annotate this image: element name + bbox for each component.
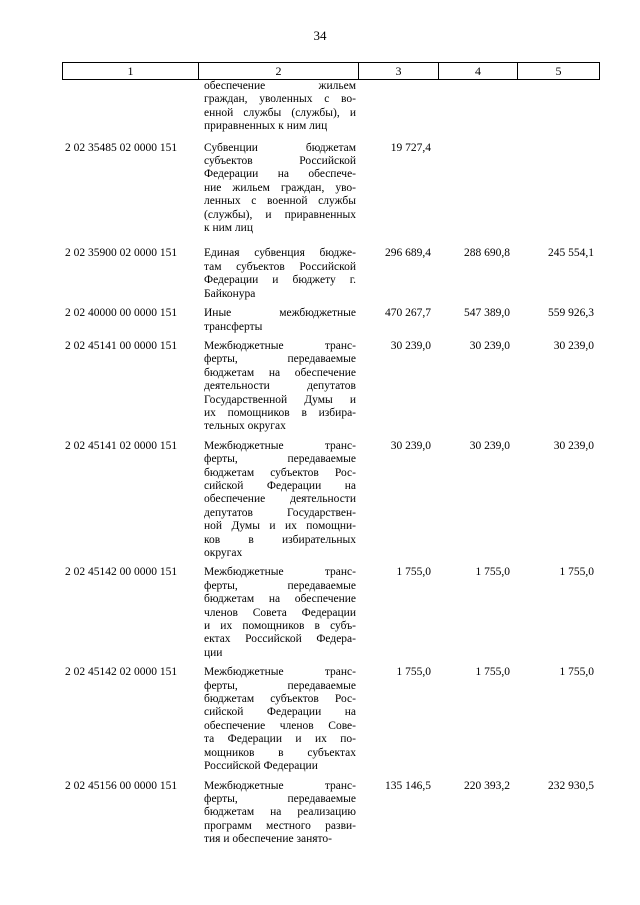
item-name-line: та Федерации и их по- bbox=[204, 733, 356, 746]
budget-code: 2 02 45141 02 0000 151 bbox=[65, 439, 178, 452]
value-col-5: 559 926,3 bbox=[548, 307, 594, 320]
item-name-line: (службы), и приравненных bbox=[204, 208, 356, 221]
table-row bbox=[62, 142, 600, 236]
value-col-5 bbox=[517, 142, 600, 236]
table-row bbox=[62, 780, 600, 847]
item-name-line: Единая субвенция бюдже- bbox=[204, 247, 356, 260]
table-row bbox=[62, 666, 600, 773]
budget-code bbox=[62, 80, 198, 134]
value-col-4 bbox=[438, 142, 517, 236]
value-col-5: 30 239,0 bbox=[553, 439, 594, 452]
item-name bbox=[198, 142, 358, 236]
item-name-line: ектах Российской Федера- bbox=[204, 633, 356, 646]
column-header-5: 5 bbox=[555, 64, 562, 78]
item-name-line: ферты, передаваемые bbox=[204, 579, 356, 592]
item-name-line: мощников в субъектах bbox=[204, 746, 356, 759]
value-col-3: 135 146,5 bbox=[385, 779, 431, 792]
item-name-line: бюджетам на обеспечение bbox=[204, 593, 356, 606]
item-name-line: тельных округах bbox=[204, 420, 286, 433]
item-name-line: бюджетам на реализацию bbox=[204, 806, 356, 819]
item-name-line: ленных с военной службы bbox=[204, 195, 356, 208]
item-name-line: енной службы (службы), и bbox=[204, 106, 356, 119]
budget-code: 2 02 45142 02 0000 151 bbox=[65, 666, 178, 679]
value-col-3: 296 689,4 bbox=[385, 247, 431, 260]
item-name-line: трансферты bbox=[204, 320, 263, 333]
item-name-line: Государственной Думы и bbox=[204, 393, 356, 406]
value-col-4: 30 239,0 bbox=[469, 339, 510, 352]
item-name-line: Межбюджетные транс- bbox=[204, 339, 356, 352]
value-col-3: 30 239,0 bbox=[390, 339, 431, 352]
item-name bbox=[198, 440, 358, 561]
item-name-line: ферты, передаваемые bbox=[204, 453, 356, 466]
budget-code: 2 02 45156 00 0000 151 bbox=[65, 779, 178, 792]
item-name-line: сийской Федерации на bbox=[204, 479, 356, 492]
item-name bbox=[198, 307, 358, 334]
table-header bbox=[62, 62, 600, 80]
item-name-line: ферты, передаваемые bbox=[204, 679, 356, 692]
item-name-line: Иные межбюджетные bbox=[204, 307, 356, 320]
item-name-line: там субъектов Российской bbox=[204, 260, 356, 273]
column-header-4: 4 bbox=[439, 63, 518, 79]
item-name-line: к ним лиц bbox=[204, 222, 253, 235]
item-name bbox=[198, 780, 358, 847]
budget-code: 2 02 45142 00 0000 151 bbox=[65, 566, 178, 579]
value-col-4: 547 389,0 bbox=[464, 307, 510, 320]
item-name-line: Российской Федерации bbox=[204, 760, 318, 773]
value-col-4: 288 690,8 bbox=[464, 247, 510, 260]
item-name-line: деятельности депутатов bbox=[204, 380, 356, 393]
item-name-line: Межбюджетные транс- bbox=[204, 566, 356, 579]
page-number: 34 bbox=[313, 28, 327, 43]
value-col-4 bbox=[438, 80, 517, 134]
item-name-line: бюджетам субъектов Рос- bbox=[204, 466, 356, 479]
item-name-line: обеспечение членов Сове- bbox=[204, 719, 356, 732]
table-row bbox=[62, 80, 600, 134]
item-name-line: их помощников в избира- bbox=[204, 406, 356, 419]
item-name bbox=[198, 80, 358, 134]
value-col-5: 245 554,1 bbox=[548, 247, 594, 260]
table-row bbox=[62, 307, 600, 334]
item-name-line: Межбюджетные транс- bbox=[204, 439, 356, 452]
item-name-line: ферты, передаваемые bbox=[204, 792, 356, 805]
item-name-line: ков в избирательных bbox=[204, 533, 356, 546]
item-name bbox=[198, 566, 358, 660]
item-name-line: Межбюджетные транс- bbox=[204, 779, 356, 792]
item-name-line: граждан, уволенных с во- bbox=[204, 93, 356, 106]
value-col-5: 30 239,0 bbox=[553, 339, 594, 352]
item-name-line: приравненных к ним лиц bbox=[204, 120, 328, 133]
item-name-line: ферты, передаваемые bbox=[204, 353, 356, 366]
value-col-4: 1 755,0 bbox=[475, 566, 510, 579]
item-name-line: программ местного разви- bbox=[204, 819, 356, 832]
value-col-3: 1 755,0 bbox=[396, 566, 431, 579]
value-col-3: 1 755,0 bbox=[396, 666, 431, 679]
item-name-line: тия и обеспечение занято- bbox=[204, 833, 333, 846]
item-name bbox=[198, 340, 358, 434]
item-name-line: ной Думы и их помощни- bbox=[204, 520, 356, 533]
item-name-line: Федерации и бюджету г. bbox=[204, 274, 356, 287]
column-header-1: 1 bbox=[63, 63, 199, 79]
value-col-3: 19 727,4 bbox=[390, 141, 431, 154]
table-row bbox=[62, 440, 600, 561]
table-body bbox=[62, 80, 600, 847]
item-name-line: бюджетам субъектов Рос- bbox=[204, 693, 356, 706]
item-name-line: обеспечение деятельности bbox=[204, 493, 356, 506]
value-col-4: 220 393,2 bbox=[464, 779, 510, 792]
item-name-line: ние жильем граждан, уво- bbox=[204, 181, 356, 194]
item-name-line: бюджетам на обеспечение bbox=[204, 366, 356, 379]
value-col-5: 1 755,0 bbox=[559, 666, 594, 679]
item-name-line: Байконура bbox=[204, 287, 256, 300]
item-name-line: обеспечение жильем bbox=[204, 80, 356, 92]
table-row bbox=[62, 566, 600, 660]
value-col-4: 1 755,0 bbox=[475, 666, 510, 679]
value-col-3: 30 239,0 bbox=[390, 439, 431, 452]
budget-code: 2 02 40000 00 0000 151 bbox=[65, 307, 178, 320]
budget-code: 2 02 35900 02 0000 151 bbox=[65, 247, 178, 260]
table-row bbox=[62, 247, 600, 301]
value-col-5: 1 755,0 bbox=[559, 566, 594, 579]
item-name-line: и их помощников в субъ- bbox=[204, 620, 356, 633]
item-name-line: округах bbox=[204, 547, 243, 559]
item-name bbox=[198, 666, 358, 773]
value-col-5 bbox=[517, 80, 600, 134]
budget-code: 2 02 35485 02 0000 151 bbox=[65, 141, 178, 154]
budget-code: 2 02 45141 00 0000 151 bbox=[65, 339, 178, 352]
value-col-5: 232 930,5 bbox=[548, 779, 594, 792]
item-name-line: субъектов Российской bbox=[204, 155, 356, 168]
item-name-line: сийской Федерации на bbox=[204, 706, 356, 719]
item-name-line: депутатов Государствен- bbox=[204, 506, 356, 519]
item-name-line: ции bbox=[204, 646, 223, 659]
item-name bbox=[198, 247, 358, 301]
table-row bbox=[62, 340, 600, 434]
value-col-4: 30 239,0 bbox=[469, 439, 510, 452]
item-name-line: Субвенции бюджетам bbox=[204, 141, 356, 154]
item-name-line: членов Совета Федерации bbox=[204, 606, 356, 619]
item-name-line: Федерации на обеспече- bbox=[204, 168, 356, 181]
item-name-line: Межбюджетные транс- bbox=[204, 666, 356, 679]
value-col-3: 470 267,7 bbox=[385, 307, 431, 320]
column-header-2: 2 bbox=[199, 63, 359, 79]
column-header-3: 3 bbox=[359, 63, 439, 79]
value-col-3 bbox=[358, 80, 438, 134]
